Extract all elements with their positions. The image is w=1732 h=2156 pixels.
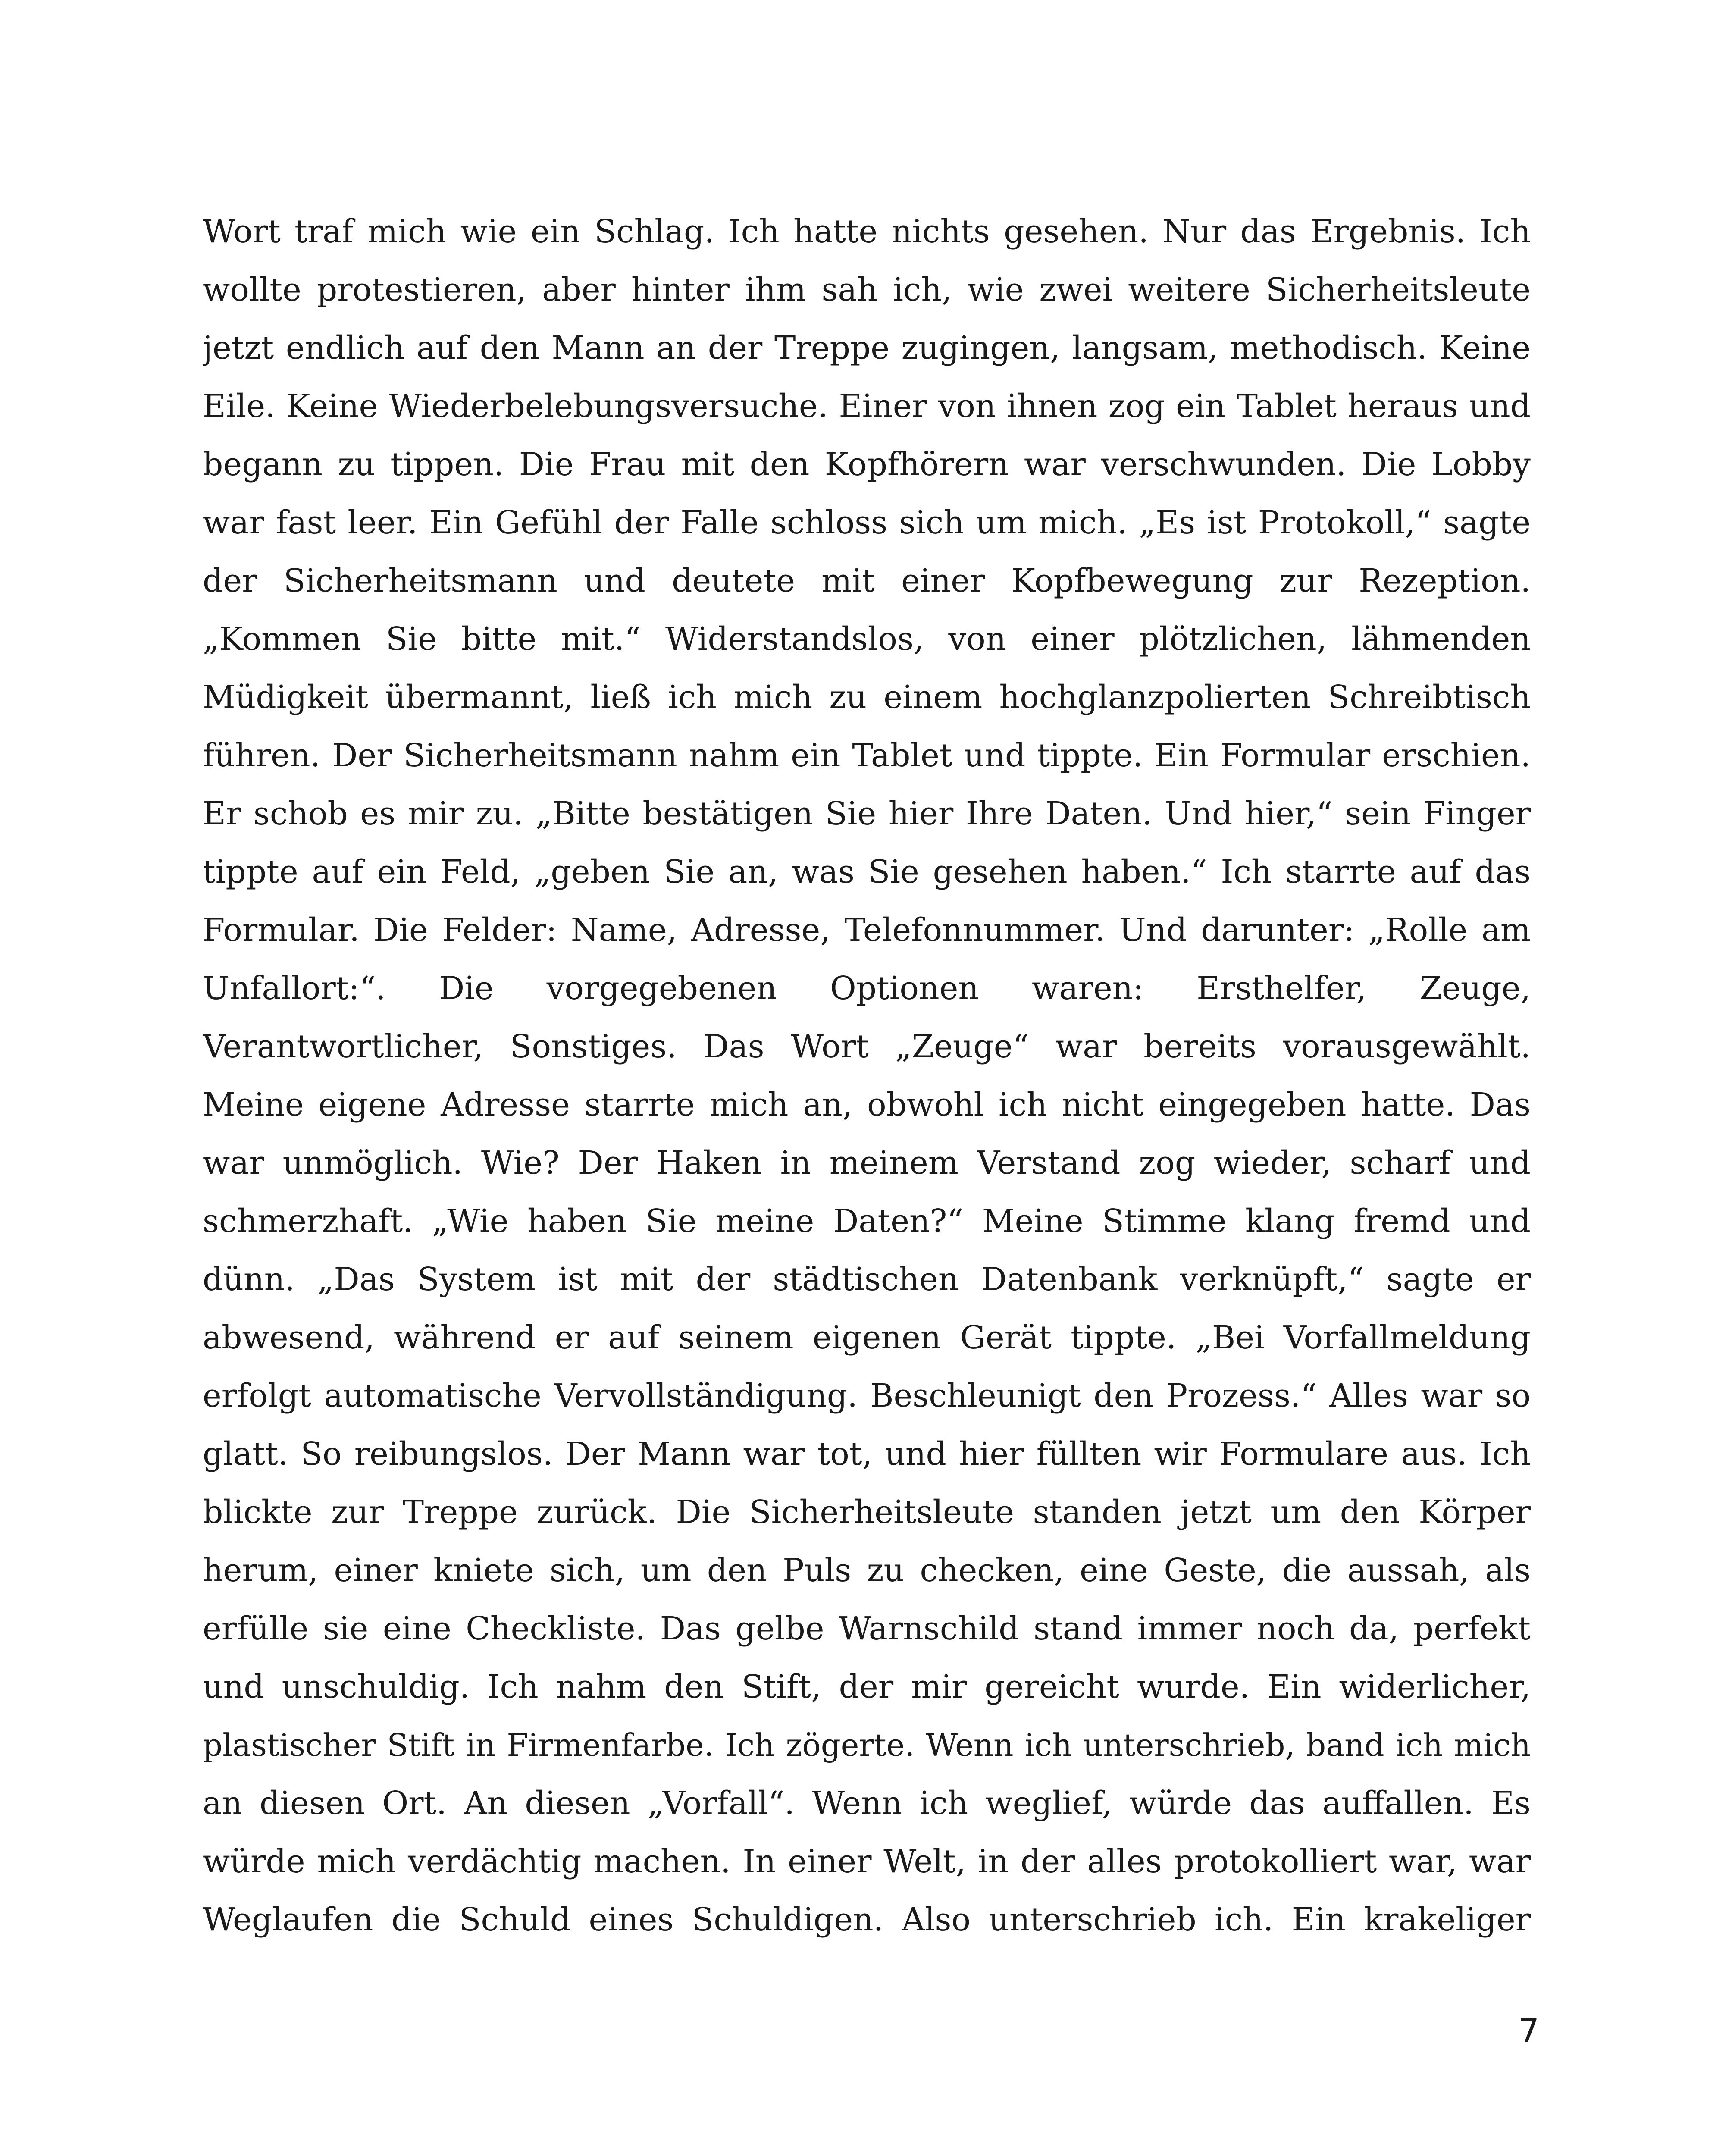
text-line: Er schob es mir zu. „Bitte bestätigen Sie hier Ihre Daten. Und hier,“ sein Finger	[203, 795, 1531, 832]
text-line: an diesen Ort. An diesen „Vorfall“. Wenn ich weglief, würde das auffallen. Es	[203, 1785, 1531, 1822]
text-line: Formular. Die Felder: Name, Adresse, Telefonnummer. Und darunter: „Rolle am	[203, 912, 1531, 949]
text-line: Meine eigene Adresse starrte mich an, obwohl ich nicht eingegeben hatte. Das	[203, 1086, 1531, 1123]
text-line: war unmöglich. Wie? Der Haken in meinem Verstand zog wieder, scharf und	[203, 1144, 1531, 1181]
text-line: glatt. So reibungslos. Der Mann war tot, und hier füllten wir Formulare aus. Ich	[203, 1435, 1531, 1473]
text-line: würde mich verdächtig machen. In einer Welt, in der alles protokolliert war, war	[203, 1843, 1531, 1880]
text-line: jetzt endlich auf den Mann an der Treppe zugingen, langsam, methodisch. Keine	[203, 329, 1531, 367]
text-line: abwesend, während er auf seinem eigenen Gerät tippte. „Bei Vorfallmeldung	[203, 1319, 1531, 1356]
text-line: begann zu tippen. Die Frau mit den Kopfhörern war verschwunden. Die Lobby	[203, 446, 1531, 483]
text-line: blickte zur Treppe zurück. Die Sicherheitsleute standen jetzt um den Körper	[203, 1494, 1531, 1531]
text-line: dünn. „Das System ist mit der städtischen Datenbank verknüpft,“ sagte er	[203, 1261, 1531, 1298]
text-line: der Sicherheitsmann und deutete mit einer Kopfbewegung zur Rezeption.	[203, 562, 1531, 599]
page-number: 7	[1518, 2012, 1539, 2050]
text-line: Unfallort:“. Die vorgegebenen Optionen waren: Ersthelfer, Zeuge,	[203, 970, 1531, 1007]
text-line: schmerzhaft. „Wie haben Sie meine Daten?“ Meine Stimme klang fremd und	[203, 1203, 1531, 1240]
text-line: erfolgt automatische Vervollständigung. Beschleunigt den Prozess.“ Alles war so	[203, 1377, 1531, 1414]
text-line: Müdigkeit übermannt, ließ ich mich zu einem hochglanzpolierten Schreibtisch	[203, 679, 1531, 716]
text-line: Eile. Keine Wiederbelebungsversuche. Einer von ihnen zog ein Tablet heraus und	[203, 388, 1531, 425]
text-line: wollte protestieren, aber hinter ihm sah ich, wie zwei weitere Sicherheitsleute	[203, 271, 1531, 308]
text-line: führen. Der Sicherheitsmann nahm ein Tablet und tippte. Ein Formular erschien.	[203, 737, 1531, 774]
body-text	[203, 203, 1531, 1949]
text-line: tippte auf ein Feld, „geben Sie an, was Sie gesehen haben.“ Ich starrte auf das	[203, 853, 1531, 890]
text-line: erfülle sie eine Checkliste. Das gelbe Warnschild stand immer noch da, perfekt	[203, 1610, 1531, 1647]
text-line: Weglaufen die Schuld eines Schuldigen. Also unterschrieb ich. Ein krakeliger	[203, 1901, 1531, 1938]
text-line: und unschuldig. Ich nahm den Stift, der mir gereicht wurde. Ein widerlicher,	[203, 1668, 1531, 1705]
text-line: Verantwortlicher, Sonstiges. Das Wort „Zeuge“ war bereits vorausgewählt.	[203, 1028, 1531, 1065]
text-line: „Kommen Sie bitte mit.“ Widerstandslos, von einer plötzlichen, lähmenden	[203, 620, 1531, 658]
text-line: herum, einer kniete sich, um den Puls zu checken, eine Geste, die aussah, als	[203, 1552, 1531, 1589]
text-line: Wort traf mich wie ein Schlag. Ich hatte nichts gesehen. Nur das Ergebnis. Ich	[203, 213, 1531, 250]
text-line: war fast leer. Ein Gefühl der Falle schloss sich um mich. „Es ist Protokoll,“ sagte	[203, 504, 1531, 541]
text-line: plastischer Stift in Firmenfarbe. Ich zögerte. Wenn ich unterschrieb, band ich mich	[203, 1727, 1531, 1763]
